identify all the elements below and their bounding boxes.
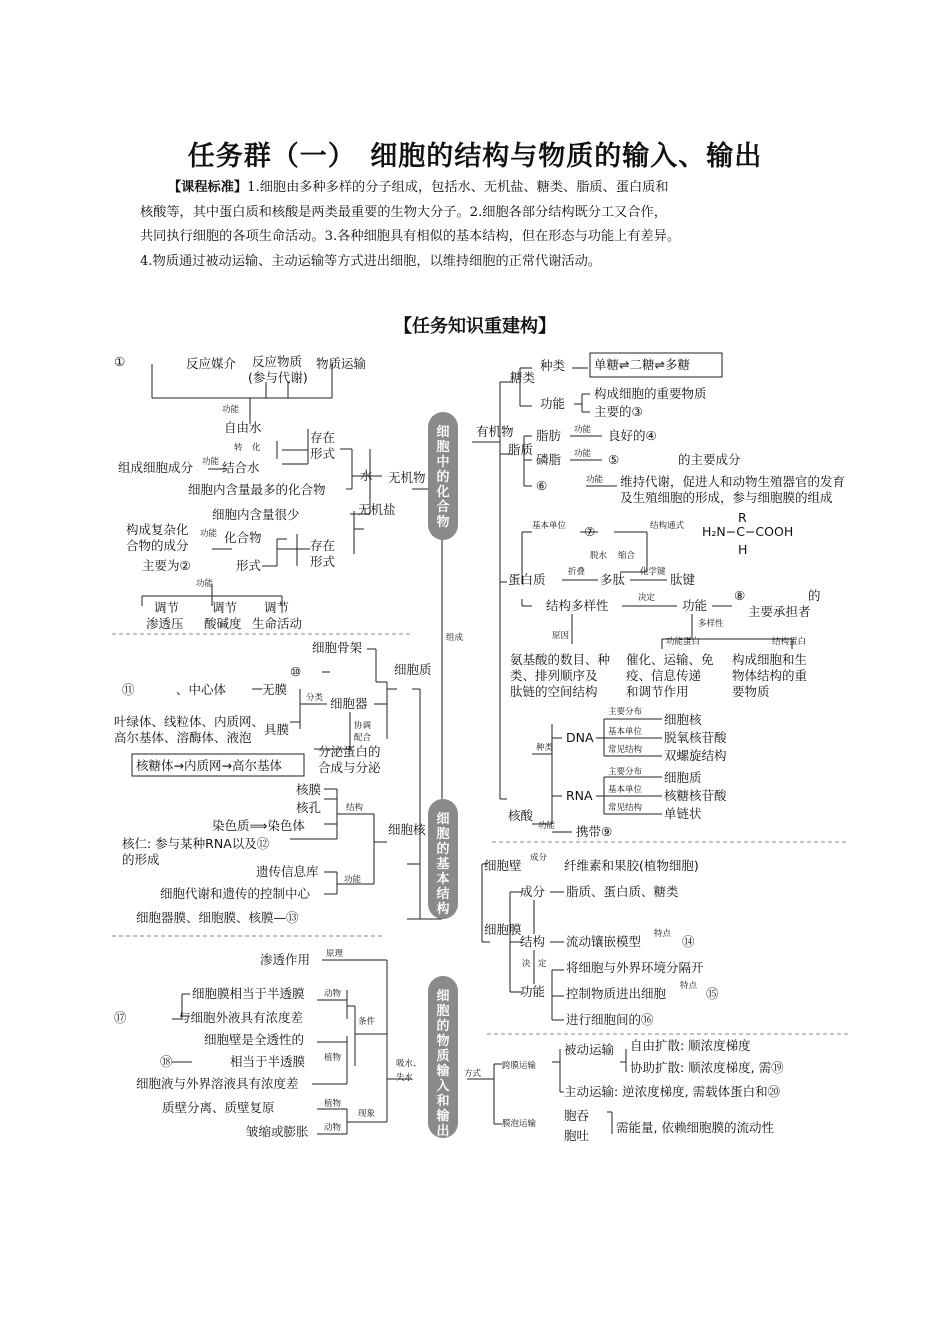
shrink: 皱缩或膨胀 [246, 1124, 309, 1139]
membrane-org-2: 高尔基体、溶酶体、液泡 [114, 730, 252, 745]
blank-13: 细胞器膜、细胞膜、核膜—⑬ [136, 910, 299, 925]
organelle: 细胞器 [330, 696, 368, 711]
feature-1: 特点 [654, 929, 672, 939]
energy: 需能量, 依赖细胞膜的流动性 [616, 1120, 774, 1135]
rna-cyto: 细胞质 [664, 770, 702, 785]
reaction-medium: 反应媒介 [186, 356, 237, 371]
vesicle: 膜泡运输 [502, 1119, 537, 1129]
blank-4: 良好的④ [608, 428, 657, 443]
pill-label-0: 细胞中的化合物 [436, 425, 450, 530]
phenomenon: 现象 [358, 1109, 376, 1119]
fluid-mosaic: 流动镶嵌模型 [566, 934, 642, 949]
blank-7: ⑦ [584, 524, 596, 539]
rna-unit: 基本单位 [608, 785, 643, 795]
nucleus-label: 细胞核 [388, 822, 426, 837]
func-1: 催化、运输、免 [626, 652, 714, 667]
comp-s: 成分 [530, 853, 548, 863]
chem-bond: 化学键 [640, 567, 666, 577]
func-label-2: 功能 [202, 457, 220, 467]
animal-1: 动物 [324, 989, 342, 999]
blank-6: ⑥ [536, 478, 548, 493]
std-line-2: 核酸等，其中蛋白质和核酸是两类最重要的生物大分子。2.细胞各部分结构既分工又合作， [140, 204, 667, 220]
cell-wall: 细胞壁 [484, 858, 522, 873]
composition: 成分 [520, 884, 546, 899]
rna-nt: 核糖核苷酸 [664, 788, 727, 803]
formula: H₂N−C−COOH [702, 524, 794, 539]
struct-lbl: 结构 [346, 803, 364, 813]
std-line-4: 4.物质通过被动运输、主动运输等方式进出细胞，以维持细胞的正常代谢活动。 [140, 253, 601, 269]
compose-label: 组成 [446, 633, 464, 643]
kind: 种类 [536, 743, 554, 753]
ribosome-path: 核糖体→内质网→高尔基体 [136, 758, 282, 773]
struct-2: 物体结构的重 [732, 668, 808, 683]
blank-2: 主要为② [142, 558, 191, 573]
func-3: 和调节作用 [626, 684, 689, 699]
sterol-2: 及生殖细胞的形成，参与细胞膜的组成 [620, 490, 833, 505]
coordinate-1: 协调 [354, 721, 372, 731]
func-2: 疫、信息传递 [626, 668, 702, 683]
reason: 原因 [552, 631, 570, 641]
page-title: 任务群（一） 细胞的结构与物质的输入、输出 [187, 141, 763, 172]
semi-permeable: 相当于半透膜 [230, 1054, 306, 1069]
structure: 结构 [520, 934, 546, 949]
control-material: 控制物质进出细胞 [566, 986, 667, 1001]
plasmolysis: 质壁分离、质壁复原 [162, 1100, 275, 1115]
formula-r: R [738, 510, 747, 525]
nucleolus-1: 核仁: 参与某种RNA以及⑫ [122, 836, 270, 851]
classify: 分类 [306, 693, 324, 703]
rna-dist: 主要分布 [608, 767, 643, 777]
blank-9: 携带⑨ [576, 824, 613, 839]
sugar-chain: 单糖⇌二糖⇌多糖 [594, 357, 690, 372]
form-2: 形式 [310, 554, 336, 569]
free-diffusion: 自由扩散: 顺浓度梯度 [630, 1038, 751, 1053]
decide-2: 定 [538, 959, 547, 969]
absorb: 吸水、 [396, 1059, 422, 1069]
salt-little: 细胞内含量很少 [212, 507, 300, 522]
most-abundant: 细胞内含量最多的化合物 [188, 482, 326, 497]
with-membrane: 具膜 [264, 722, 290, 737]
rna: RNA [566, 788, 593, 803]
func-s3: 功能 [586, 475, 604, 485]
blank-11: ⑪ [122, 682, 135, 697]
sterol-1: 维持代谢，促进人和动物生殖器官的发育 [620, 474, 846, 489]
membrane-org-1: 叶绿体、线粒体、内质网、 [114, 714, 265, 729]
wall-permeable: 细胞壁是全透性的 [204, 1032, 305, 1047]
protein-func: 功能 [682, 598, 708, 613]
course-standard [140, 176, 820, 274]
reactant-sub: (参与代谢) [248, 370, 308, 385]
rna-struct: 常见结构 [608, 803, 643, 813]
func-s1: 功能 [574, 425, 592, 435]
compound: 化合物 [224, 530, 262, 545]
dna-struct: 常见结构 [608, 745, 643, 755]
dehydrate: 脱水 [590, 551, 608, 561]
func-s2: 功能 [574, 449, 592, 459]
blank-17: ⑰ [114, 1010, 127, 1025]
blank-10: ⑩ [290, 664, 302, 679]
conc-diff: 与细胞外液具有浓度差 [178, 1010, 304, 1025]
secrete-1: 分泌蛋白的 [318, 744, 381, 759]
facilitated: 协助扩散: 顺浓度梯度, 需⑲ [630, 1060, 784, 1075]
active: 主动运输: 逆浓度梯度, 需载体蛋白和⑳ [564, 1084, 781, 1099]
fold: 折叠 [568, 567, 586, 577]
exocytosis: 胞吐 [564, 1128, 590, 1143]
control-center: 细胞代谢和遗传的控制中心 [160, 886, 311, 901]
rna-single: 单链状 [664, 806, 702, 821]
reason-3: 肽链的空间结构 [510, 684, 598, 699]
phospholipid: 磷脂 [536, 452, 562, 467]
fat: 脂肪 [536, 428, 562, 443]
struct-1: 构成细胞和生 [732, 652, 808, 667]
reg-1b: 渗透压 [146, 616, 184, 631]
std-line-1: 【课程标准】1.细胞由多种多样的分子组成，包括水、无机盐、糖类、脂质、蛋白质和 [168, 180, 669, 195]
centrosome: 、中心体 [176, 682, 227, 697]
nucleic-label: 核酸 [508, 808, 534, 823]
dna-helix: 双螺旋结构 [664, 748, 727, 763]
lose: 失水 [396, 1073, 414, 1083]
reg-3a: 调节 [264, 600, 290, 615]
std-label: 【课程标准】 [168, 180, 248, 195]
membrane-label: 细胞膜 [484, 922, 522, 937]
gene-library: 遗传信息库 [256, 864, 319, 879]
coordinate-2: 配合 [354, 733, 372, 743]
dna: DNA [566, 730, 594, 745]
sugar-func: 功能 [540, 396, 566, 411]
convert-2: 化 [252, 443, 261, 453]
struct-formula-label: 结构通式 [650, 521, 685, 531]
decide-1: 决 [522, 959, 531, 969]
reg-2b: 酸碱度 [204, 616, 242, 631]
osmosis: 渗透作用 [260, 952, 311, 967]
animal-2: 动物 [324, 1123, 342, 1133]
separate: 将细胞与外界环境分隔开 [566, 960, 704, 975]
reg-2a: 调节 [212, 600, 238, 615]
secrete-2: 合成与分泌 [318, 760, 381, 775]
dna-nucleus: 细胞核 [664, 712, 702, 727]
water-label: 水 [360, 468, 373, 483]
mem-semi: 细胞膜相当于半透膜 [192, 986, 305, 1001]
organic-label: 有机物 [476, 424, 514, 439]
cell-component: 组成细胞成分 [118, 460, 194, 475]
salt-form: 形式 [236, 558, 262, 573]
plant-2: 植物 [324, 1099, 342, 1109]
section-subtitle: 【任务知识重建构】 [394, 316, 556, 337]
main-bearer: 主要承担者 [748, 604, 811, 619]
determine: 决定 [638, 593, 656, 603]
feature-2: 特点 [680, 981, 698, 991]
blank-5: ⑤ [608, 452, 620, 467]
nuclear-membrane: 核膜 [296, 782, 322, 797]
mem-func: 功能 [520, 984, 546, 999]
pill-label-1: 细胞的基本结构 [436, 812, 450, 917]
nucleolus-2: 的形成 [122, 852, 160, 867]
func-protein: 功能蛋白 [666, 637, 701, 647]
reason-1: 氨基酸的数目、种 [510, 652, 611, 667]
pill-label-2: 细胞的物质输入和输出 [436, 989, 450, 1139]
condition: 条件 [358, 1017, 376, 1027]
transmembrane: 跨膜运输 [502, 1061, 537, 1071]
std-line-3: 共同执行细胞的各项生命活动。3.各种细胞具有相似的基本结构，但在形态与功能上有差异。 [140, 229, 681, 245]
main-comp: 的主要成分 [678, 452, 741, 467]
blank-14: ⑭ [682, 934, 695, 949]
form-1: 形式 [310, 446, 336, 461]
cytoskeleton: 细胞骨架 [312, 640, 363, 655]
nuclear-pore: 核孔 [296, 800, 322, 815]
cell-sap: 细胞液与外界溶液具有浓度差 [136, 1076, 299, 1091]
of: 的 [808, 588, 821, 603]
dna-nt: 脱氧核苷酸 [664, 730, 727, 745]
polypeptide: 多肽 [600, 572, 626, 587]
func-label-1: 功能 [222, 405, 240, 415]
diversity-2: 多样性 [698, 619, 724, 629]
nucleic-func: 功能 [538, 821, 556, 831]
cellulose: 纤维素和果胶(植物细胞) [564, 858, 699, 873]
blank-15: ⑮ [706, 986, 719, 1001]
struct-3: 要物质 [732, 684, 770, 699]
exist-2: 存在 [310, 538, 336, 553]
struct-protein: 结构蛋白 [772, 637, 807, 647]
exist-1: 存在 [310, 430, 336, 445]
salt-label: 无机盐 [358, 502, 396, 517]
reg-3b: 生命活动 [252, 616, 303, 631]
inorganic-label: 无机物 [388, 470, 426, 485]
principle: 原理 [326, 949, 344, 959]
sugar-type: 种类 [540, 358, 566, 373]
formula-h: H [738, 542, 748, 557]
reg-1a: 调节 [154, 600, 180, 615]
passive: 被动运输 [564, 1042, 615, 1057]
condense: 缩合 [618, 551, 636, 561]
sugar-important: 构成细胞的重要物质 [594, 386, 707, 401]
dna-unit: 基本单位 [608, 727, 643, 737]
lipid-prot: 脂质、蛋白质、糖类 [566, 884, 679, 899]
reason-2: 类、排列顺序及 [510, 668, 598, 683]
peptide-bond: 肽键 [670, 572, 696, 587]
basic-unit: 基本单位 [532, 521, 567, 531]
lipid-label: 脂质 [508, 442, 534, 457]
free-water: 自由水 [224, 420, 262, 435]
endocytosis: 胞吞 [564, 1108, 590, 1123]
convert-1: 转 [234, 443, 243, 453]
blank-18: ⑱ [160, 1054, 173, 1069]
blank-16: 进行细胞间的⑯ [566, 1012, 654, 1027]
diversity: 结构多样性 [546, 598, 609, 613]
blank-1: ① [114, 354, 126, 369]
blank-3: 主要的③ [594, 404, 643, 419]
reactant: 反应物质 [252, 354, 303, 369]
transport-matter: 物质运输 [316, 356, 367, 371]
no-membrane: 无膜 [262, 682, 288, 697]
protein-label: 蛋白质 [508, 572, 546, 587]
complex-1: 构成复杂化 [126, 522, 189, 537]
complex-2: 合物的成分 [126, 538, 189, 553]
method: 方式 [464, 1069, 482, 1079]
chromatin: 染色质⟹染色体 [212, 818, 305, 833]
func-label-3: 功能 [200, 529, 218, 539]
plant-1: 植物 [324, 1053, 342, 1063]
concept-map [112, 344, 848, 1144]
sugar-label: 糖类 [510, 370, 536, 385]
dna-dist: 主要分布 [608, 707, 643, 717]
func-label-4: 功能 [196, 579, 214, 589]
func-lbl: 功能 [344, 875, 362, 885]
bound-water: 结合水 [222, 460, 260, 475]
cytoplasm-label: 细胞质 [394, 662, 432, 677]
blank-8: ⑧ [734, 588, 746, 603]
